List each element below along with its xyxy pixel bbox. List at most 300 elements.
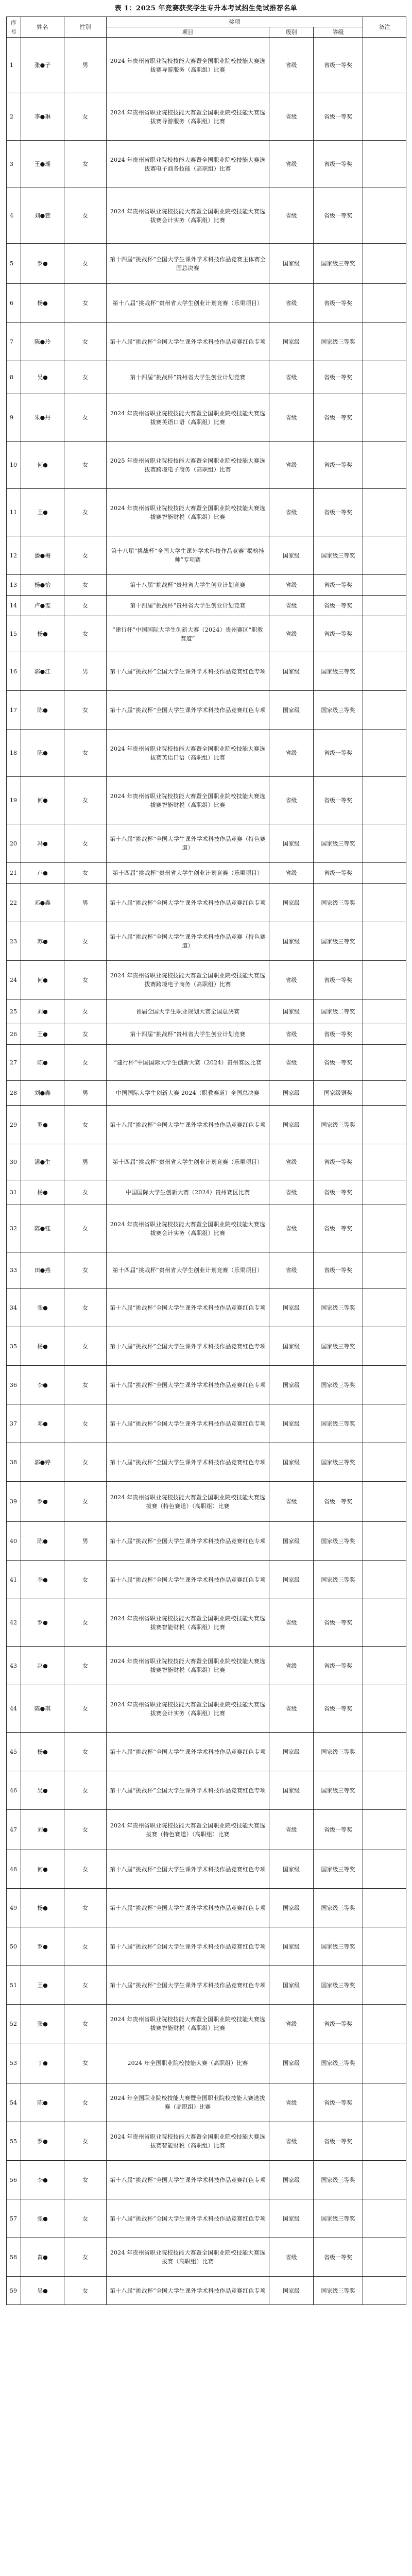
table-row [7,777,406,824]
note-cell [363,1889,406,1927]
level-cell: 省级 [269,1482,314,1522]
level-cell: 国家级 [269,884,314,922]
name-cell: 刘●萱 [21,188,64,244]
grade-cell: 省级一等奖 [314,1180,363,1205]
gender-cell: 女 [64,361,107,394]
note-cell [363,1522,406,1561]
name-cell: 王●瑶 [21,141,64,188]
project-cell: 2024 年全国职业院校技能大赛暨全国职业院校技能大赛选拔赛（高职组）比赛 [107,2083,269,2122]
level-cell: 国家级 [269,1522,314,1561]
seq-cell: 19 [7,777,21,824]
grade-cell: 省级一等奖 [314,777,363,824]
table-row [7,2277,406,2305]
level-cell: 省级 [269,1205,314,1252]
gender-cell: 女 [64,1889,107,1927]
level-cell: 省级 [269,141,314,188]
gender-cell: 女 [64,141,107,188]
note-cell [363,93,406,141]
project-cell: 第十四届“挑战杯”贵州省大学生创业计划竞赛（乐果项目） [107,1252,269,1289]
project-cell: 2024 年贵州省职业院校技能大赛暨全国职业院校技能大赛选拔赛英语口语（高职组）比赛 [107,730,269,777]
table-row [7,575,406,596]
header-award-group: 奖项 [107,17,363,27]
table-row [7,1366,406,1404]
seq-cell: 56 [7,2161,21,2199]
note-cell [363,536,406,575]
grade-cell: 省级一等奖 [314,596,363,616]
level-cell: 国家级 [269,1081,314,1106]
grade-cell: 省级一等奖 [314,1647,363,1685]
note-cell [363,922,406,961]
table-row [7,1106,406,1144]
gender-cell: 男 [64,652,107,691]
seq-cell: 26 [7,1024,21,1045]
grade-cell: 国家级三等奖 [314,1966,363,2005]
header-note: 备注 [363,17,406,38]
note-cell [363,884,406,922]
name-cell: 邓●鑫 [21,884,64,922]
project-cell: 第十四届“挑战杯”全国大学生课外学术科技作品竞赛主体赛全国总决赛 [107,244,269,284]
table-row [7,2043,406,2083]
grade-cell: 省级一等奖 [314,284,363,323]
name-cell: 陈● [21,730,64,777]
seq-cell: 28 [7,1081,21,1106]
name-cell: 刘● [21,1810,64,1850]
level-cell: 国家级 [269,2161,314,2199]
seq-cell: 9 [7,394,21,442]
note-cell [363,1081,406,1106]
note-cell [363,1327,406,1366]
note-cell [363,1366,406,1404]
seq-cell: 57 [7,2199,21,2238]
gender-cell: 女 [64,1045,107,1081]
note-cell [363,1647,406,1685]
project-cell: 2024 年贵州省职业院校技能大赛暨全国职业院校技能大赛选拔赛（特色赛道）（高职组）比赛 [107,1810,269,1850]
seq-cell: 6 [7,284,21,323]
seq-cell: 11 [7,489,21,536]
note-cell [363,361,406,394]
table-row [7,2199,406,2238]
grade-cell: 省级一等奖 [314,2238,363,2277]
name-cell: 王● [21,1024,64,1045]
grade-cell: 国家级三等奖 [314,244,363,284]
note-cell [363,2238,406,2277]
table-row [7,1289,406,1327]
grade-cell: 国家级三等奖 [314,1889,363,1927]
gender-cell: 女 [64,1024,107,1045]
table-row [7,1685,406,1733]
table-row [7,188,406,244]
grade-cell: 国家级三等奖 [314,536,363,575]
note-cell [363,1289,406,1327]
table-row [7,2005,406,2043]
table-row [7,394,406,442]
table-row [7,730,406,777]
table-row [7,1522,406,1561]
project-cell: 2024 年贵州省职业院校技能大赛暨全国职业院校技能大赛选拔赛会计实务（高职组）比赛 [107,1685,269,1733]
level-cell: 国家级 [269,922,314,961]
table-row [7,884,406,922]
project-cell: 2024 年贵州省职业院校技能大赛暨全国职业院校技能大赛选拔赛电子商务技能（高职组）比赛 [107,141,269,188]
seq-cell: 41 [7,1561,21,1599]
level-cell: 省级 [269,2122,314,2161]
grade-cell: 省级一等奖 [314,2005,363,2043]
project-cell: 中国国际大学生创新大赛（2024）贵州赛区比赛 [107,1180,269,1205]
note-cell [363,616,406,652]
project-cell: 第十八届“挑战杯”全国大学生课外学术科技作品竞赛红色专项 [107,1106,269,1144]
level-cell: 国家级 [269,2277,314,2305]
note-cell [363,1404,406,1443]
seq-cell: 46 [7,1771,21,1810]
name-cell: 何● [21,777,64,824]
grade-cell: 国家级三等奖 [314,1927,363,1966]
grade-cell: 省级一等奖 [314,188,363,244]
level-cell: 省级 [269,863,314,884]
table-row [7,1081,406,1106]
note-cell [363,1561,406,1599]
grade-cell: 国家级三等奖 [314,2043,363,2083]
level-cell: 国家级 [269,1771,314,1810]
name-cell: 苏● [21,922,64,961]
table-row [7,284,406,323]
gender-cell: 男 [64,1522,107,1561]
gender-cell: 女 [64,1180,107,1205]
gender-cell: 女 [64,2199,107,2238]
grade-cell: 省级一等奖 [314,38,363,93]
name-cell: 罗● [21,1482,64,1522]
name-cell: 王● [21,489,64,536]
note-cell [363,1966,406,2005]
table-row [7,1180,406,1205]
seq-cell: 33 [7,1252,21,1289]
name-cell: 何● [21,442,64,489]
grade-cell: 国家级三等奖 [314,1404,363,1443]
seq-cell: 12 [7,536,21,575]
seq-cell: 4 [7,188,21,244]
gender-cell: 女 [64,1289,107,1327]
project-cell: 2024 年贵州省职业院校技能大赛暨全国职业院校技能大赛选拔赛导游服务（高职组）比赛 [107,38,269,93]
note-cell [363,1733,406,1771]
level-cell: 省级 [269,442,314,489]
name-cell: 丁● [21,2043,64,2083]
grade-cell: 省级一等奖 [314,1685,363,1733]
name-cell: 李● [21,2161,64,2199]
grade-cell: 国家级三等奖 [314,1850,363,1889]
project-cell: 第十八届“挑战杯”全国大学生课外学术科技作品竞赛红色专项 [107,1327,269,1366]
seq-cell: 49 [7,1889,21,1927]
name-cell: 冯● [21,824,64,863]
gender-cell: 女 [64,999,107,1024]
project-cell: 第十八届“挑战杯”全国大学生课外学术科技作品竞赛红色专项 [107,1522,269,1561]
project-cell: 第十八届“挑战杯”全国大学生课外学术科技作品竞赛红色专项 [107,2161,269,2199]
note-cell [363,141,406,188]
grade-cell: 省级一等奖 [314,961,363,999]
grade-cell: 国家级三等奖 [314,2161,363,2199]
table-header [7,17,406,38]
grade-cell: 国家级三等奖 [314,652,363,691]
name-cell: 郭●江 [21,652,64,691]
gender-cell: 女 [64,596,107,616]
grade-cell: 国家级三等奖 [314,1561,363,1599]
seq-cell: 2 [7,93,21,141]
gender-cell: 女 [64,2122,107,2161]
note-cell [363,1810,406,1850]
gender-cell: 女 [64,1106,107,1144]
level-cell: 省级 [269,489,314,536]
gender-cell: 女 [64,1327,107,1366]
seq-cell: 36 [7,1366,21,1404]
grade-cell: 省级一等奖 [314,2083,363,2122]
table-row [7,489,406,536]
gender-cell: 女 [64,1966,107,2005]
level-cell: 省级 [269,961,314,999]
project-cell: 第十八届“挑战杯”全国大学生课外学术科技作品竞赛红色专项 [107,2199,269,2238]
seq-cell: 40 [7,1522,21,1561]
seq-cell: 37 [7,1404,21,1443]
name-cell: 李● [21,1366,64,1404]
gender-cell: 女 [64,2238,107,2277]
table-row [7,2238,406,2277]
table-row [7,1045,406,1081]
table-row [7,596,406,616]
name-cell: 吴● [21,1771,64,1810]
note-cell [363,1045,406,1081]
table-body [7,38,406,2305]
project-cell: 2024 年贵州省职业院校技能大赛暨全国职业院校技能大赛选拔赛会计实务（高职组）比赛 [107,1205,269,1252]
note-cell [363,1850,406,1889]
seq-cell: 58 [7,2238,21,2277]
gender-cell: 女 [64,1404,107,1443]
level-cell: 省级 [269,1599,314,1647]
name-cell: 罗● [21,2122,64,2161]
project-cell: 2024 年贵州省职业院校技能大赛暨全国职业院校技能大赛选拔赛（特色赛道）（高职组）比赛 [107,1482,269,1522]
table-row [7,1404,406,1443]
project-cell: 第十八届“挑战杯”全国大学生课外学术科技作品竞赛红色专项 [107,1366,269,1404]
project-cell: 第十八届“挑战杯”全国大学生课外学术科技作品竞赛红色专项 [107,323,269,361]
name-cell: 潘●生 [21,1144,64,1180]
level-cell: 省级 [269,38,314,93]
gender-cell: 女 [64,1366,107,1404]
name-cell: 吴● [21,2277,64,2305]
seq-cell: 43 [7,1647,21,1685]
name-cell: 陈● [21,1045,64,1081]
note-cell [363,596,406,616]
note-cell [363,1771,406,1810]
name-cell: 何● [21,1850,64,1889]
name-cell: 卢●雯 [21,596,64,616]
seq-cell: 18 [7,730,21,777]
seq-cell: 44 [7,1685,21,1733]
level-cell: 省级 [269,394,314,442]
note-cell [363,2277,406,2305]
note-cell [363,1482,406,1522]
table-row [7,652,406,691]
level-cell: 国家级 [269,1850,314,1889]
note-cell [363,1927,406,1966]
note-cell [363,652,406,691]
grade-cell: 国家级铜奖 [314,1081,363,1106]
gender-cell: 女 [64,1685,107,1733]
awards-table [6,16,406,2305]
gender-cell: 女 [64,93,107,141]
level-cell: 国家级 [269,652,314,691]
table-row [7,38,406,93]
name-cell: 张● [21,2199,64,2238]
note-cell [363,691,406,730]
table-row [7,1561,406,1599]
project-cell: 第十四届“挑战杯”贵州省大学生创业计划竞赛 [107,596,269,616]
note-cell [363,1180,406,1205]
gender-cell: 女 [64,730,107,777]
project-cell: 2024 年贵州省职业院校技能大赛暨全国职业院校技能大赛选拔赛智能财税（高职组）比赛 [107,777,269,824]
note-cell [363,824,406,863]
table-row [7,2083,406,2122]
level-cell: 省级 [269,730,314,777]
grade-cell: 省级一等奖 [314,730,363,777]
table-row [7,2122,406,2161]
gender-cell: 女 [64,244,107,284]
name-cell: 陈●琪 [21,1685,64,1733]
gender-cell: 女 [64,777,107,824]
project-cell: 第十八届“挑战杯”贵州省大学生创业计划竞赛（乐果项目） [107,284,269,323]
gender-cell: 女 [64,863,107,884]
table-row [7,1733,406,1771]
table-row [7,93,406,141]
table-row [7,922,406,961]
project-cell: 2024 年贵州省职业院校技能大赛暨全国职业院校技能大赛选拔赛智能财税（高职组）比赛 [107,2122,269,2161]
grade-cell: 国家级三等奖 [314,1366,363,1404]
level-cell: 国家级 [269,1889,314,1927]
level-cell: 国家级 [269,1443,314,1482]
name-cell: 杨● [21,284,64,323]
project-cell: “建行杯”中国国际大学生创新大赛（2024）贵州赛区“职教赛道” [107,616,269,652]
table-row [7,1810,406,1850]
level-cell: 国家级 [269,1733,314,1771]
note-cell [363,1024,406,1045]
level-cell: 国家级 [269,2199,314,2238]
note-cell [363,284,406,323]
seq-cell: 29 [7,1106,21,1144]
name-cell: 张●子 [21,38,64,93]
note-cell [363,730,406,777]
seq-cell: 45 [7,1733,21,1771]
project-cell: 第十八届“挑战杯”全国大学生课外学术科技作品竞赛红色专项 [107,1443,269,1482]
seq-cell: 47 [7,1810,21,1850]
project-cell: 第十八届“挑战杯”全国大学生课外学术科技作品竞赛“揭榜挂帅”专项赛 [107,536,269,575]
gender-cell: 女 [64,2277,107,2305]
level-cell: 国家级 [269,1404,314,1443]
level-cell: 省级 [269,616,314,652]
grade-cell: 省级一等奖 [314,1810,363,1850]
grade-cell: 省级一等奖 [314,141,363,188]
seq-cell: 48 [7,1850,21,1889]
name-cell: 陈●玲 [21,323,64,361]
project-cell: 第十八届“挑战杯”全国大学生课外学术科技作品竞赛（特色赛道） [107,922,269,961]
project-cell: 2024 年贵州省职业院校技能大赛暨全国职业院校技能大赛选拔赛（高职组）比赛 [107,2238,269,2277]
table-row [7,361,406,394]
grade-cell: 省级一等奖 [314,1599,363,1647]
note-cell [363,2122,406,2161]
table-row [7,1252,406,1289]
level-cell: 省级 [269,1647,314,1685]
name-cell: 刘● [21,999,64,1024]
level-cell: 国家级 [269,323,314,361]
table-row [7,442,406,489]
gender-cell: 女 [64,1443,107,1482]
gender-cell: 女 [64,323,107,361]
grade-cell: 国家级三等奖 [314,1106,363,1144]
project-cell: 2024 年贵州省职业院校技能大赛暨全国职业院校技能大赛选拔赛智能财税（高职组）比赛 [107,1647,269,1685]
level-cell: 省级 [269,1810,314,1850]
grade-cell: 省级一等奖 [314,442,363,489]
name-cell: 刘●鑫 [21,1081,64,1106]
gender-cell: 女 [64,394,107,442]
project-cell: 第十八届“挑战杯”全国大学生课外学术科技作品竞赛红色专项 [107,1404,269,1443]
gender-cell: 男 [64,884,107,922]
gender-cell: 女 [64,1647,107,1685]
note-cell [363,1205,406,1252]
grade-cell: 省级一等奖 [314,2122,363,2161]
project-cell: 2024 年贵州省职业院校技能大赛暨全国职业院校技能大赛选拔赛会计实务（高职组）比赛 [107,188,269,244]
name-cell: 杨●怡 [21,575,64,596]
level-cell: 国家级 [269,536,314,575]
level-cell: 国家级 [269,691,314,730]
grade-cell: 国家级三等奖 [314,884,363,922]
grade-cell: 国家级三等奖 [314,691,363,730]
gender-cell: 女 [64,536,107,575]
table-row [7,824,406,863]
grade-cell: 省级一等奖 [314,575,363,596]
project-cell: 第十八届“挑战杯”全国大学生课外学术科技作品竞赛红色专项 [107,1889,269,1927]
project-cell: 第十八届“挑战杯”全国大学生课外学术科技作品竞赛红色专项 [107,1561,269,1599]
project-cell: 第十八届“挑战杯”全国大学生课外学术科技作品竞赛红色专项 [107,691,269,730]
grade-cell: 省级一等奖 [314,489,363,536]
gender-cell: 女 [64,1927,107,1966]
project-cell: 第十八届“挑战杯”全国大学生课外学术科技作品竞赛红色专项 [107,1927,269,1966]
grade-cell: 国家级三等奖 [314,1771,363,1810]
grade-cell: 国家级二等奖 [314,999,363,1024]
grade-cell: 省级一等奖 [314,1144,363,1180]
note-cell [363,777,406,824]
note-cell [363,2161,406,2199]
seq-cell: 31 [7,1180,21,1205]
seq-cell: 30 [7,1144,21,1180]
grade-cell: 省级一等奖 [314,1024,363,1045]
gender-cell: 女 [64,1561,107,1599]
table-row [7,863,406,884]
gender-cell: 女 [64,1599,107,1647]
gender-cell: 女 [64,2083,107,2122]
seq-cell: 7 [7,323,21,361]
level-cell: 省级 [269,2083,314,2122]
gender-cell: 女 [64,2161,107,2199]
note-cell [363,38,406,93]
gender-cell: 女 [64,1850,107,1889]
header-grade: 等级 [314,27,363,38]
gender-cell: 女 [64,442,107,489]
table-row [7,1889,406,1927]
level-cell: 省级 [269,596,314,616]
header-name: 姓名 [21,17,64,38]
seq-cell: 8 [7,361,21,394]
note-cell [363,1599,406,1647]
table-row [7,1144,406,1180]
seq-cell: 25 [7,999,21,1024]
table-row [7,1966,406,2005]
project-cell: 第十四届“挑战杯”贵州省大学生创业计划竞赛 [107,361,269,394]
project-cell: 第十四届“挑战杯”贵州省大学生创业计划竞赛（乐果项目） [107,863,269,884]
level-cell: 国家级 [269,1927,314,1966]
seq-cell: 22 [7,884,21,922]
